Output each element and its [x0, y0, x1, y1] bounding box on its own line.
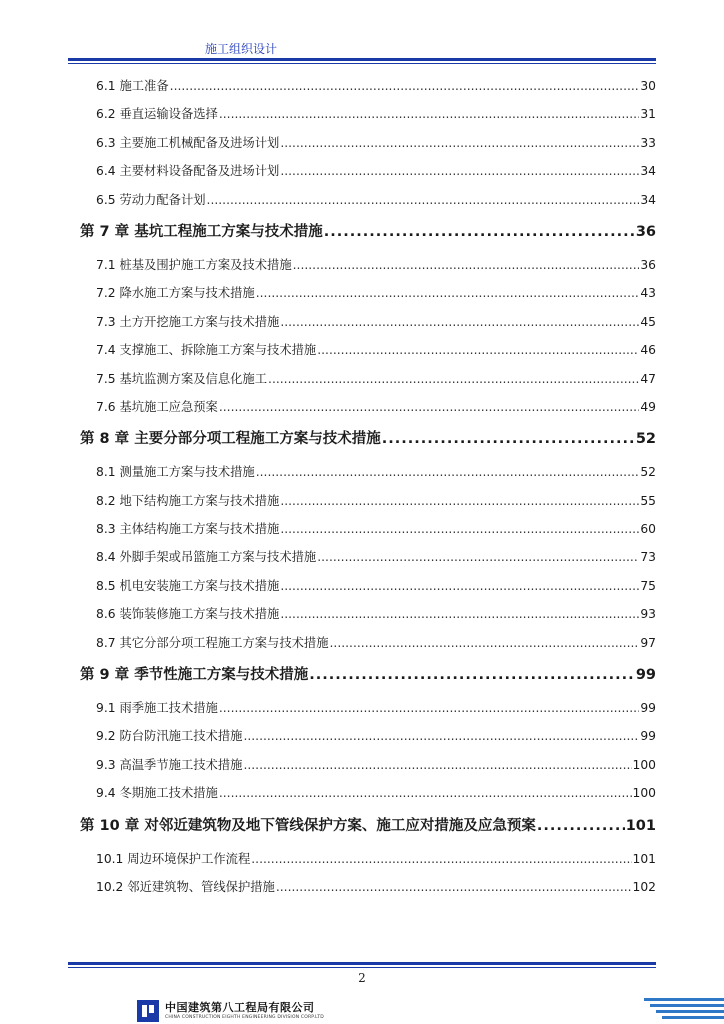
toc-entry-page: 34	[640, 164, 656, 179]
toc-dot-leader	[280, 157, 639, 185]
toc-dot-leader	[280, 308, 639, 336]
toc-dot-leader	[219, 100, 640, 128]
toc-entry-page: 36	[635, 223, 656, 240]
toc-entry-label: 7.5 基坑监测方案及信息化施工	[96, 371, 268, 386]
toc-entry-page: 30	[640, 79, 656, 93]
toc-entry-label: 8.1 测量施工方案与技术措施	[96, 465, 255, 480]
toc-section-entry[interactable]	[80, 629, 656, 657]
toc-entry-label: 7.3 土方开挖施工方案与技术措施	[96, 314, 280, 329]
toc-section-entry[interactable]	[80, 751, 656, 779]
toc-dot-leader	[309, 657, 635, 694]
toc-section-entry[interactable]	[80, 308, 656, 336]
toc-entry-label: 6.1 施工准备	[96, 79, 169, 93]
toc-chapter-entry[interactable]	[80, 214, 656, 251]
toc-dot-leader	[170, 72, 640, 100]
toc-section-entry[interactable]	[80, 336, 656, 364]
toc-section-entry[interactable]	[80, 393, 656, 421]
toc-section-entry[interactable]	[80, 365, 656, 393]
toc-entry-page: 97	[640, 635, 656, 650]
toc-entry-label: 8.6 装饰装修施工方案与技术措施	[96, 607, 280, 622]
page-number: 2	[358, 971, 366, 985]
toc-dot-leader	[268, 365, 639, 393]
toc-dot-leader	[293, 251, 640, 279]
toc-section-entry[interactable]	[80, 722, 656, 750]
toc-section-entry[interactable]	[80, 157, 656, 185]
toc-entry-page: 45	[640, 314, 656, 329]
toc-entry-page: 43	[640, 286, 656, 301]
toc-entry-page: 60	[640, 522, 656, 537]
toc-entry-page: 93	[640, 607, 656, 622]
header-rule	[68, 58, 656, 64]
toc-entry-label: 10.2 邻近建筑物、管线保护措施	[96, 879, 275, 894]
toc-section-entry[interactable]	[80, 873, 656, 901]
toc-section-entry[interactable]	[80, 779, 656, 807]
toc-entry-label: 8.3 主体结构施工方案与技术措施	[96, 522, 280, 537]
toc-dot-leader	[280, 515, 639, 543]
running-header-title: 施工组织设计	[205, 42, 278, 56]
toc-entry-label: 6.4 主要材料设备配备及进场计划	[96, 164, 280, 179]
toc-dot-leader	[537, 808, 625, 845]
toc-entry-page: 49	[640, 399, 656, 414]
toc-section-entry[interactable]	[80, 72, 656, 100]
toc-dot-leader	[256, 279, 640, 307]
toc-dot-leader	[324, 214, 635, 251]
toc-dot-leader	[207, 186, 640, 214]
toc-entry-label: 6.3 主要施工机械配备及进场计划	[96, 135, 280, 150]
toc-entry-label: 第 8 章 主要分部分项工程施工方案与技术措施	[80, 431, 381, 448]
toc-entry-label: 8.5 机电安装施工方案与技术措施	[96, 578, 280, 593]
table-of-contents	[80, 72, 656, 901]
company-logo	[137, 1000, 324, 1022]
cscec-logo-icon	[137, 1000, 159, 1022]
toc-entry-page: 55	[640, 493, 656, 508]
toc-section-entry[interactable]	[80, 572, 656, 600]
toc-entry-page: 34	[640, 192, 656, 207]
toc-dot-leader	[251, 845, 631, 873]
toc-entry-page: 33	[640, 135, 656, 150]
toc-section-entry[interactable]	[80, 845, 656, 873]
toc-entry-page: 52	[640, 465, 656, 480]
toc-entry-page: 47	[640, 371, 656, 386]
toc-entry-label: 7.2 降水施工方案与技术措施	[96, 286, 255, 301]
deco-stripe	[662, 1016, 724, 1019]
toc-entry-label: 9.2 防台防汛施工技术措施	[96, 729, 243, 744]
toc-dot-leader	[276, 873, 632, 901]
toc-dot-leader	[280, 129, 639, 157]
deco-stripe	[656, 1010, 724, 1013]
footer-rule	[68, 962, 656, 968]
toc-entry-page: 31	[640, 107, 656, 122]
toc-dot-leader	[256, 458, 640, 486]
toc-dot-leader	[280, 572, 639, 600]
deco-stripe	[644, 998, 724, 1001]
toc-dot-leader	[280, 487, 639, 515]
toc-entry-page: 99	[635, 667, 656, 684]
toc-entry-label: 6.2 垂直运输设备选择	[96, 107, 218, 122]
toc-entry-page: 100	[632, 757, 656, 772]
toc-chapter-entry[interactable]	[80, 808, 656, 845]
decorative-stripes-icon	[640, 998, 724, 1022]
toc-entry-page: 99	[640, 701, 656, 716]
company-name-en: CHINA CONSTRUCTION EIGHTH ENGINEERING DIVISION CORP.LTD	[165, 1015, 324, 1020]
toc-chapter-entry[interactable]	[80, 421, 656, 458]
toc-entry-page: 75	[640, 578, 656, 593]
toc-dot-leader	[243, 751, 631, 779]
toc-entry-page: 101	[632, 851, 656, 866]
toc-entry-label: 7.4 支撑施工、拆除施工方案与技术措施	[96, 343, 317, 358]
toc-section-entry[interactable]	[80, 458, 656, 486]
toc-entry-page: 102	[632, 879, 656, 894]
toc-entry-page: 101	[625, 817, 656, 834]
toc-entry-label: 7.6 基坑施工应急预案	[96, 399, 218, 414]
toc-entry-page: 99	[640, 729, 656, 744]
toc-dot-leader	[317, 543, 639, 571]
toc-entry-label: 9.1 雨季施工技术措施	[96, 701, 218, 716]
toc-entry-label: 8.4 外脚手架或吊篮施工方案与技术措施	[96, 550, 317, 565]
toc-entry-label: 8.7 其它分部分项工程施工方案与技术措施	[96, 635, 329, 650]
toc-section-entry[interactable]	[80, 279, 656, 307]
toc-dot-leader	[382, 421, 635, 458]
toc-section-entry[interactable]	[80, 129, 656, 157]
toc-entry-label: 9.3 高温季节施工技术措施	[96, 757, 243, 772]
toc-entry-label: 10.1 周边环境保护工作流程	[96, 851, 251, 866]
toc-entry-page: 52	[635, 431, 656, 448]
toc-section-entry[interactable]	[80, 251, 656, 279]
toc-section-entry[interactable]	[80, 694, 656, 722]
deco-stripe	[650, 1004, 724, 1007]
toc-entry-label: 6.5 劳动力配备计划	[96, 192, 206, 207]
toc-entry-label: 第 9 章 季节性施工方案与技术措施	[80, 667, 309, 684]
toc-entry-label: 9.4 冬期施工技术措施	[96, 786, 218, 801]
toc-entry-page: 36	[640, 257, 656, 272]
toc-entry-label: 8.2 地下结构施工方案与技术措施	[96, 493, 280, 508]
toc-section-entry[interactable]	[80, 186, 656, 214]
toc-section-entry[interactable]	[80, 600, 656, 628]
toc-entry-label: 7.1 桩基及围护施工方案及技术措施	[96, 257, 292, 272]
toc-dot-leader	[219, 779, 632, 807]
toc-section-entry[interactable]	[80, 515, 656, 543]
toc-chapter-entry[interactable]	[80, 657, 656, 694]
toc-dot-leader	[243, 722, 639, 750]
toc-dot-leader	[317, 336, 639, 364]
company-name-cn: 中国建筑第八工程局有限公司	[165, 1001, 315, 1014]
toc-section-entry[interactable]	[80, 100, 656, 128]
toc-dot-leader	[330, 629, 640, 657]
toc-entry-page: 46	[640, 343, 656, 358]
toc-section-entry[interactable]	[80, 543, 656, 571]
toc-entry-page: 100	[632, 786, 656, 801]
toc-dot-leader	[219, 393, 640, 421]
toc-entry-label: 第 10 章 对邻近建筑物及地下管线保护方案、施工应对措施及应急预案	[80, 817, 536, 834]
toc-section-entry[interactable]	[80, 487, 656, 515]
toc-entry-page: 73	[640, 550, 656, 565]
toc-dot-leader	[280, 600, 639, 628]
toc-dot-leader	[219, 694, 640, 722]
toc-entry-label: 第 7 章 基坑工程施工方案与技术措施	[80, 223, 323, 240]
